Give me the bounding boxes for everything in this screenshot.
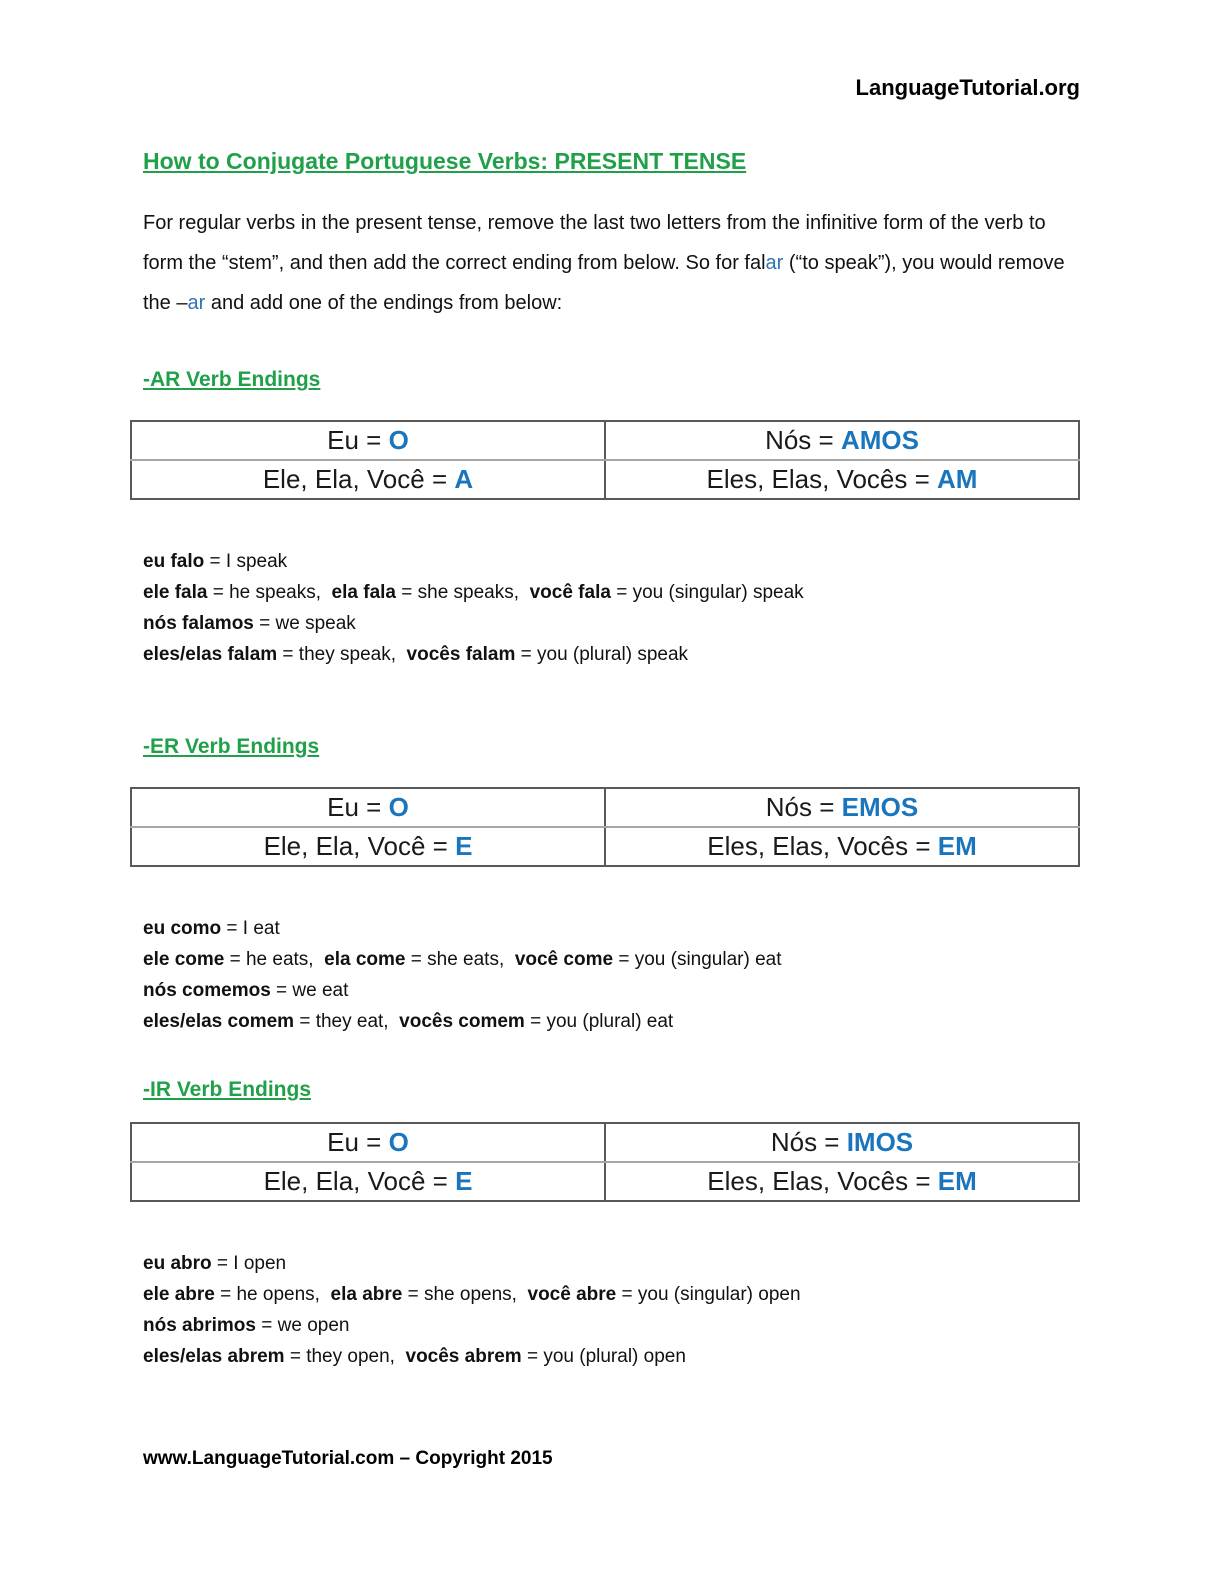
conjugation-cell-eu: [131, 1123, 605, 1162]
cell-label: Eu =: [327, 1127, 389, 1157]
cell-ending: E: [455, 1166, 473, 1196]
example-verb: ele come: [143, 949, 225, 970]
example-line: [143, 975, 1080, 1006]
example-verb: nós falamos: [143, 613, 254, 634]
intro-text: For regular verbs in the present tense, remove the last two letters from the infinitive form of the verb to form the “stem”, and then add the correct ending from below. So for fal: [143, 212, 1046, 274]
example-translation: = you (singular) open: [616, 1284, 801, 1305]
cell-ending: AM: [937, 464, 978, 494]
example-translation: = we speak: [253, 613, 356, 634]
conjugation-cell-eu: [131, 421, 605, 460]
example-line: [143, 608, 1080, 639]
cell-label: Eles, Elas, Vocês =: [706, 464, 938, 494]
conjugation-cell-ele: [131, 827, 605, 866]
cell-label: Nós =: [765, 425, 841, 455]
intro-paragraph: [143, 203, 1083, 323]
example-translation: = we eat: [270, 980, 349, 1001]
example-line: [143, 1279, 1080, 1310]
example-line: [143, 1341, 1080, 1372]
cell-ending: EM: [937, 831, 977, 861]
intro-text: (“to speak”), you would remove the –: [143, 252, 1065, 314]
conjugation-cell-ele: [131, 1162, 605, 1201]
examples-block-ir: [143, 1248, 1080, 1372]
example-translation: = she speaks,: [395, 582, 530, 603]
conjugation-table-ir: [130, 1122, 1080, 1202]
cell-label: Ele, Ela, Você =: [262, 464, 455, 494]
cell-label: Nós =: [765, 792, 842, 822]
conjugation-cell-nos: [605, 1123, 1079, 1162]
cell-ending: IMOS: [846, 1127, 914, 1157]
example-line: [143, 944, 1080, 975]
example-verb: eu falo: [143, 551, 205, 572]
cell-label: Eles, Elas, Vocês =: [707, 831, 938, 861]
example-line: [143, 639, 1080, 670]
example-verb: vocês falam: [406, 644, 516, 665]
example-translation: = you (plural) eat: [524, 1011, 674, 1032]
example-line: [143, 1006, 1080, 1037]
example-verb: ela fala: [331, 582, 396, 603]
example-translation: = I speak: [204, 551, 288, 572]
intro-text: and add one of the endings from below:: [205, 292, 563, 314]
example-translation: = you (singular) eat: [613, 949, 782, 970]
example-verb: você abre: [527, 1284, 617, 1305]
example-translation: = you (plural) speak: [515, 644, 689, 665]
conjugation-cell-eles: [605, 1162, 1079, 1201]
example-verb: você fala: [529, 582, 611, 603]
cell-ending: O: [388, 792, 409, 822]
example-translation: = he opens,: [214, 1284, 331, 1305]
example-translation: = we open: [255, 1315, 350, 1336]
cell-label: Eu =: [327, 792, 389, 822]
cell-ending: A: [454, 464, 474, 494]
cell-label: Nós =: [770, 1127, 847, 1157]
table-row: [131, 827, 1079, 866]
cell-ending: O: [388, 425, 409, 455]
cell-label: Eles, Elas, Vocês =: [707, 1166, 938, 1196]
example-verb: ele fala: [143, 582, 208, 603]
conjugation-cell-eles: [605, 827, 1079, 866]
conjugation-cell-eu: [131, 788, 605, 827]
example-translation: = she eats,: [405, 949, 515, 970]
example-line: [143, 546, 1080, 577]
page-title: How to Conjugate Portuguese Verbs: PRESENT TENSE: [143, 148, 747, 174]
example-translation: = I eat: [221, 918, 280, 939]
conjugation-cell-ele: [131, 460, 605, 499]
example-verb: vocês abrem: [405, 1346, 522, 1367]
section-heading-ar: -AR Verb Endings: [143, 368, 321, 391]
example-translation: = she opens,: [402, 1284, 528, 1305]
conjugation-cell-eles: [605, 460, 1079, 499]
example-verb: ela come: [324, 949, 406, 970]
example-line: [143, 1248, 1080, 1279]
verb-ending-highlight: ar: [765, 252, 784, 274]
example-verb: nós comemos: [143, 980, 271, 1001]
example-translation: = you (plural) open: [521, 1346, 686, 1367]
example-translation: = they open,: [284, 1346, 406, 1367]
table-row: [131, 421, 1079, 460]
cell-label: Ele, Ela, Você =: [263, 831, 456, 861]
conjugation-cell-nos: [605, 788, 1079, 827]
examples-block-er: [143, 913, 1080, 1037]
example-line: [143, 913, 1080, 944]
table-row: [131, 1162, 1079, 1201]
example-verb: você come: [514, 949, 614, 970]
example-line: [143, 577, 1080, 608]
conjugation-table-er: [130, 787, 1080, 867]
example-translation: = he eats,: [224, 949, 325, 970]
section-heading-er: -ER Verb Endings: [143, 735, 320, 758]
example-verb: eles/elas abrem: [143, 1346, 285, 1367]
cell-ending: AMOS: [840, 425, 919, 455]
cell-ending: E: [455, 831, 473, 861]
example-verb: eu como: [143, 918, 222, 939]
verb-ending-highlight: ar: [187, 292, 206, 314]
cell-label: Ele, Ela, Você =: [263, 1166, 456, 1196]
cell-label: Eu =: [327, 425, 389, 455]
example-verb: ela abre: [330, 1284, 403, 1305]
example-line: [143, 1310, 1080, 1341]
example-translation: = he speaks,: [207, 582, 332, 603]
section-heading-ir: -IR Verb Endings: [143, 1078, 312, 1101]
table-row: [131, 460, 1079, 499]
example-verb: nós abrimos: [143, 1315, 256, 1336]
example-translation: = I open: [211, 1253, 287, 1274]
examples-block-ar: [143, 546, 1080, 670]
example-verb: vocês comem: [399, 1011, 525, 1032]
footer-text: www.LanguageTutorial.com – Copyright 2015: [143, 1448, 553, 1469]
example-verb: eles/elas comem: [143, 1011, 295, 1032]
example-translation: = you (singular) speak: [610, 582, 804, 603]
cell-ending: EMOS: [841, 792, 919, 822]
example-verb: eu abro: [143, 1253, 212, 1274]
conjugation-cell-nos: [605, 421, 1079, 460]
example-translation: = they speak,: [277, 644, 407, 665]
conjugation-table-ar: [130, 420, 1080, 500]
example-verb: ele abre: [143, 1284, 215, 1305]
table-row: [131, 1123, 1079, 1162]
site-name: LanguageTutorial.org: [855, 75, 1080, 100]
example-verb: eles/elas falam: [143, 644, 278, 665]
cell-ending: EM: [937, 1166, 977, 1196]
example-translation: = they eat,: [294, 1011, 400, 1032]
cell-ending: O: [388, 1127, 409, 1157]
table-row: [131, 788, 1079, 827]
